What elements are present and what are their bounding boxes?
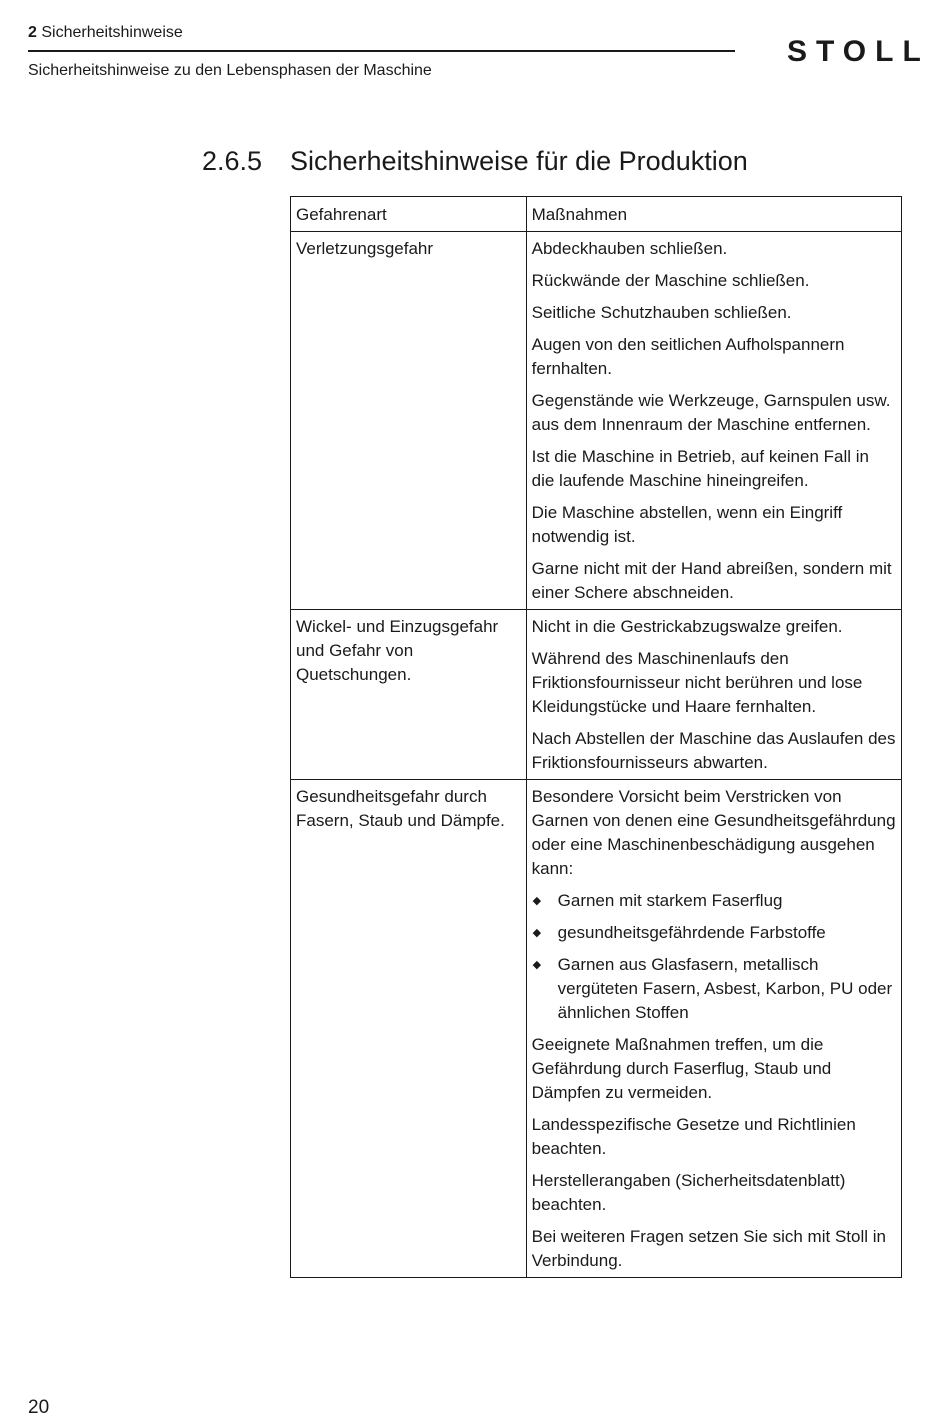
measure-intro: Besondere Vorsicht beim Verstricken von Garnen von denen eine Gesundheitsgefährdung oder eine Maschinenbeschädigung ausgehen kann: bbox=[531, 787, 896, 878]
table-row bbox=[291, 232, 902, 610]
page-number: 20 bbox=[28, 1397, 50, 1418]
diamond-bullet-icon: ◆ bbox=[532, 959, 542, 971]
column-header-hazard: Gefahrenart bbox=[291, 197, 527, 232]
bullet-text: gesundheitsgefährdende Farbstoffe bbox=[557, 923, 826, 942]
table-row bbox=[291, 610, 902, 780]
table-header-row bbox=[291, 197, 902, 232]
measure-item: Herstellerangaben (Sicherheitsdatenblatt) beachten. bbox=[531, 1171, 846, 1214]
measure-item: Ist die Maschine in Betrieb, auf keinen Fall in die laufende Maschine hineingreifen. bbox=[531, 447, 869, 490]
measure-item: Während des Maschinenlaufs den Friktionsfournisseur nicht berühren und lose Kleidungstücke und Haare fernhalten. bbox=[531, 649, 863, 716]
bullet-item bbox=[532, 889, 896, 913]
section-title bbox=[202, 144, 748, 178]
bullet-item bbox=[532, 921, 896, 945]
chapter-number: 2 bbox=[28, 24, 37, 41]
bullet-text: Garnen aus Glasfasern, metallisch vergüteten Fasern, Asbest, Karbon, PU oder ähnlichen Stoffen bbox=[557, 955, 893, 1022]
header-subtitle: Sicherheitshinweise zu den Lebensphasen der Maschine bbox=[28, 62, 432, 79]
diamond-bullet-icon: ◆ bbox=[532, 895, 542, 907]
measures-cell bbox=[526, 780, 901, 1278]
column-header-measures: Maßnahmen bbox=[526, 197, 901, 232]
hazard-cell: Wickel- und Einzugsgefahr und Gefahr von Quetschungen. bbox=[291, 610, 527, 780]
bullet-item bbox=[532, 953, 896, 1025]
measures-cell bbox=[526, 232, 901, 610]
section-number: 2.6.5 bbox=[202, 146, 263, 176]
measure-item: Die Maschine abstellen, wenn ein Eingriff notwendig ist. bbox=[531, 503, 843, 546]
chapter-title: Sicherheitshinweise bbox=[41, 24, 183, 41]
measure-item: Nach Abstellen der Maschine das Auslaufen des Friktionsfournisseurs abwarten. bbox=[531, 729, 896, 772]
measure-item: Landesspezifische Gesetze und Richtlinien beachten. bbox=[531, 1115, 856, 1158]
measure-item: Bei weiteren Fragen setzen Sie sich mit Stoll in Verbindung. bbox=[531, 1227, 886, 1270]
measure-item: Augen von den seitlichen Aufholspannern fernhalten. bbox=[531, 335, 845, 378]
measure-item: Seitliche Schutzhauben schließen. bbox=[531, 303, 792, 322]
safety-table bbox=[290, 196, 902, 1278]
measures-cell bbox=[526, 610, 901, 780]
table-row bbox=[291, 780, 902, 1278]
diamond-bullet-icon: ◆ bbox=[532, 927, 542, 939]
header-rule bbox=[28, 50, 735, 52]
chapter-heading bbox=[28, 23, 183, 43]
measure-item: Geeignete Maßnahmen treffen, um die Gefährdung durch Faserflug, Staub und Dämpfen zu vermeiden. bbox=[531, 1035, 832, 1102]
stoll-logo: STOLL bbox=[787, 35, 930, 68]
measure-item: Nicht in die Gestrickabzugswalze greifen. bbox=[531, 617, 843, 636]
hazard-cell: Verletzungsgefahr bbox=[291, 232, 527, 610]
measure-item: Garne nicht mit der Hand abreißen, sondern mit einer Schere abschneiden. bbox=[531, 559, 892, 602]
measure-item: Abdeckhauben schließen. bbox=[531, 239, 728, 258]
measure-item: Gegenstände wie Werkzeuge, Garnspulen usw. aus dem Innenraum der Maschine entfernen. bbox=[531, 391, 891, 434]
measure-item: Rückwände der Maschine schließen. bbox=[531, 271, 810, 290]
hazard-cell: Gesundheitsgefahr durch Fasern, Staub und Dämpfe. bbox=[291, 780, 527, 1278]
bullet-text: Garnen mit starkem Faserflug bbox=[557, 891, 783, 910]
section-title-text: Sicherheitshinweise für die Produktion bbox=[290, 146, 748, 176]
